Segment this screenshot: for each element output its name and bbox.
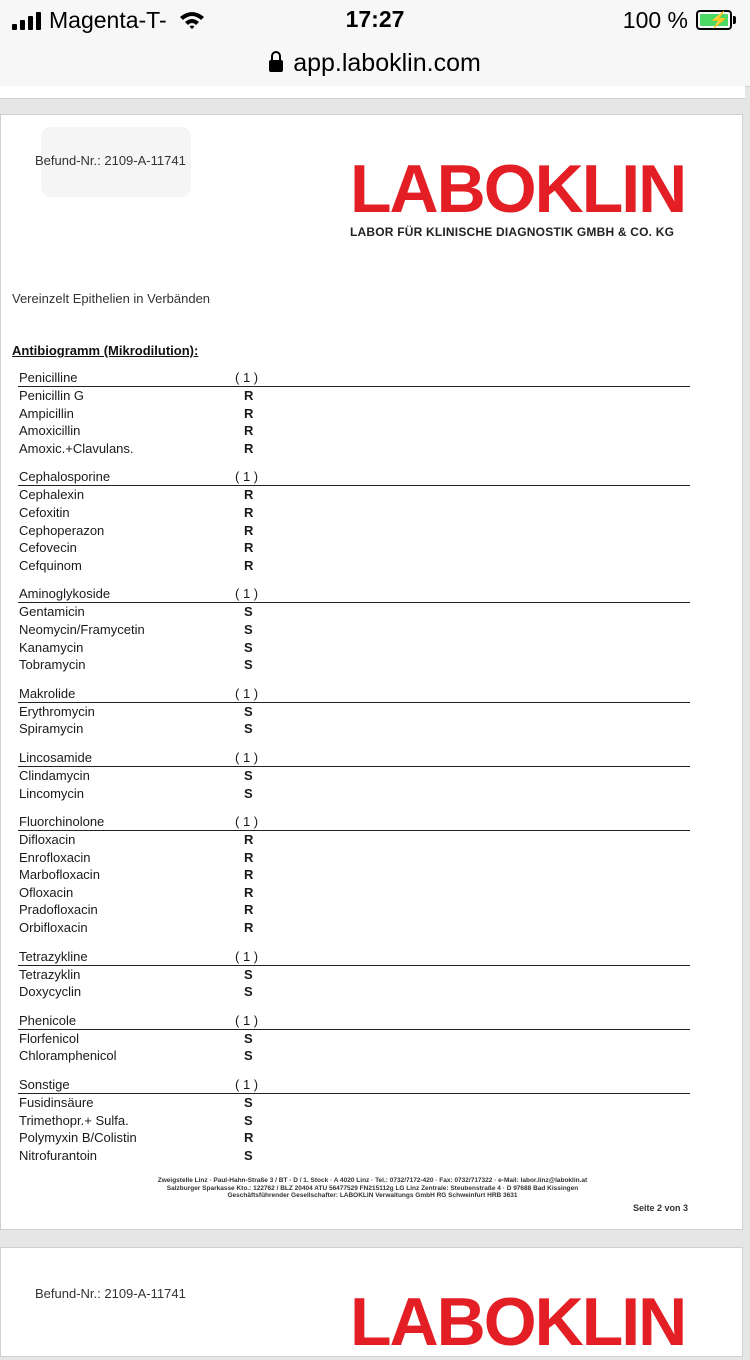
group-name: Penicilline <box>19 370 78 385</box>
susceptibility-result: S <box>244 639 253 655</box>
antibiotic-row <box>18 639 690 657</box>
logo-subtitle: LABOR FÜR KLINISCHE DIAGNOSTIK GMBH & CO. KG <box>350 225 675 239</box>
antibiotic-row <box>18 539 690 557</box>
previous-page-edge <box>0 86 745 99</box>
susceptibility-result: R <box>244 884 254 900</box>
antibiotic-group <box>18 585 690 673</box>
sample-column-label: ( 1 ) <box>235 749 259 765</box>
url-text[interactable]: app.laboklin.com <box>293 48 481 77</box>
group-header <box>18 1076 690 1094</box>
antibiotic-row <box>18 866 690 884</box>
antibiotic-row <box>18 1047 690 1065</box>
antibiotic-name: Orbifloxacin <box>19 920 88 936</box>
antibiotic-name: Spiramycin <box>19 721 84 737</box>
sample-column-label: ( 1 ) <box>235 370 259 385</box>
group-header <box>18 685 690 703</box>
antibiotic-name: Kanamycin <box>19 639 84 655</box>
antibiotic-row <box>18 656 690 674</box>
antibiotic-row <box>18 504 690 522</box>
group-name: Sonstige <box>19 1077 70 1093</box>
antibiotic-group <box>18 749 690 802</box>
antibiotic-name: Neomycin/Framycetin <box>19 621 145 637</box>
susceptibility-result: S <box>244 1095 253 1111</box>
antibiotic-row <box>18 603 690 621</box>
antibiotic-row <box>18 557 690 575</box>
antibiotic-name: Cephalexin <box>19 487 85 503</box>
antibiotic-row <box>18 1112 690 1130</box>
antibiotic-name: Doxycyclin <box>19 984 82 1000</box>
antibiotic-row <box>18 522 690 540</box>
susceptibility-result: S <box>244 1147 253 1163</box>
sample-column-label: ( 1 ) <box>235 814 259 830</box>
lock-icon <box>269 60 283 72</box>
befund-number: Befund-Nr.: 2109-A-11741 <box>35 1286 186 1301</box>
footer-line: Zweigstelle Linz · Paul-Hahn-Straße 3 / BT - D / 1. Stock · A 4020 Linz · Tel.: 0732/7172-420 · Fax: 0732/717322 · e-Mail: labor.linz@laboklin.at <box>157 1177 588 1184</box>
group-name: Aminoglykoside <box>19 586 111 602</box>
antibiotic-name: Enrofloxacin <box>19 849 91 865</box>
page-footer <box>1 1177 744 1200</box>
antibiotic-group <box>18 1076 690 1164</box>
befund-number: Befund-Nr.: 2109-A-11741 <box>35 153 186 168</box>
group-name: Makrolide <box>19 685 76 701</box>
susceptibility-result: R <box>244 423 254 439</box>
antibiotic-row <box>18 1094 690 1112</box>
group-header <box>18 948 690 966</box>
susceptibility-result: S <box>244 721 253 737</box>
antibiotic-name: Cefoxitin <box>19 504 70 520</box>
antibiotic-row <box>18 884 690 902</box>
antibiotic-group <box>18 685 690 738</box>
antibiotic-row <box>18 849 690 867</box>
susceptibility-result: R <box>244 504 254 520</box>
antibiotic-name: Tobramycin <box>19 657 86 673</box>
status-bar <box>0 0 750 40</box>
document-page <box>0 114 743 1230</box>
susceptibility-result: R <box>244 832 254 848</box>
susceptibility-result: S <box>244 767 253 783</box>
antibiotic-name: Ampicillin <box>19 405 74 421</box>
next-document-page <box>0 1247 743 1360</box>
carrier-name: Magenta-T- <box>49 6 167 33</box>
sample-column-label: ( 1 ) <box>235 469 259 485</box>
logo-word: LABOKLIN <box>350 1284 686 1360</box>
susceptibility-result: S <box>244 1030 253 1046</box>
antibiotic-row <box>18 919 690 937</box>
antibiotic-row <box>18 703 690 721</box>
susceptibility-result: R <box>244 440 254 456</box>
antibiotic-row <box>18 387 690 405</box>
antibiotic-name: Pradofloxacin <box>19 902 98 918</box>
antibiotic-row <box>18 767 690 785</box>
antibiotic-name: Chloramphenicol <box>19 1048 117 1064</box>
susceptibility-result: S <box>244 966 253 982</box>
laboklin-logo <box>350 1284 686 1360</box>
antibiotic-group <box>18 813 690 937</box>
laboklin-logo <box>350 151 686 239</box>
antibiotic-name: Tetrazyklin <box>19 966 81 982</box>
antibiotic-group <box>18 948 690 1001</box>
antibiotic-row <box>18 1147 690 1165</box>
antibiotic-name: Clindamycin <box>19 767 90 783</box>
antibiotic-name: Polymyxin B/Colistin <box>19 1130 137 1146</box>
antibiotic-name: Cephoperazon <box>19 522 105 538</box>
footer-line: Salzburger Sparkasse Kto.: 122762 / BLZ 20404 ATU 56477529 FN215112g LG Linz Zentrale: Steubenstraße 4 · D 97688 Bad Kissingen <box>166 1184 579 1192</box>
antibiotic-row <box>18 1030 690 1048</box>
sample-column-label: ( 1 ) <box>235 685 259 701</box>
group-name: Cephalosporine <box>19 469 111 485</box>
sample-column-label: ( 1 ) <box>235 1012 259 1028</box>
footer-line: Geschäftsführender Gesellschafter: LABOKLIN Verwaltungs GmbH RG Schweinfurt HRB 3631 <box>227 1192 518 1199</box>
susceptibility-result: S <box>244 604 253 620</box>
antibiotic-row <box>18 785 690 803</box>
group-name: Fluorchinolone <box>19 814 105 830</box>
group-header <box>18 369 690 387</box>
susceptibility-result: R <box>244 487 254 503</box>
group-header <box>18 813 690 831</box>
antibiotic-name: Lincomycin <box>19 785 85 801</box>
antibiotic-row <box>18 901 690 919</box>
clock: 17:27 <box>345 6 405 32</box>
susceptibility-result: S <box>244 984 253 1000</box>
antibiotic-name: Cefquinom <box>19 557 82 573</box>
group-header <box>18 585 690 603</box>
status-right <box>623 6 736 34</box>
susceptibility-result: R <box>244 849 254 865</box>
antibiotic-name: Florfenicol <box>19 1030 79 1046</box>
susceptibility-result: R <box>244 405 254 421</box>
antibiotic-name: Penicillin G <box>19 388 85 403</box>
antibiotic-row <box>18 831 690 849</box>
antibiotic-row <box>18 1129 690 1147</box>
antibiotic-name: Fusidinsäure <box>19 1095 94 1111</box>
group-name: Tetrazykline <box>19 948 88 964</box>
logo-word: LABOKLIN <box>350 151 686 227</box>
antibiotic-name: Marbofloxacin <box>19 867 100 883</box>
antibiotic-name: Erythromycin <box>19 703 95 719</box>
susceptibility-result: R <box>244 522 254 538</box>
sample-column-label: ( 1 ) <box>235 948 259 964</box>
antibiotic-name: Trimethopr.+ Sulfa. <box>19 1112 129 1128</box>
antibiotic-row <box>18 720 690 738</box>
antibiogram-title: Antibiogramm (Mikrodilution): <box>12 343 199 358</box>
antibiotic-row <box>18 621 690 639</box>
sample-column-label: ( 1 ) <box>235 1077 259 1093</box>
susceptibility-result: R <box>244 557 254 573</box>
antibiotic-row <box>18 422 690 440</box>
antibiotic-name: Ofloxacin <box>19 884 74 900</box>
susceptibility-result: S <box>244 785 253 801</box>
antibiotic-row <box>18 966 690 984</box>
susceptibility-result: R <box>244 867 254 883</box>
antibiotic-row <box>18 405 690 423</box>
page-number: Seite 2 von 3 <box>632 1203 688 1213</box>
battery-percentage: 100 % <box>622 6 688 33</box>
antibiotic-name: Difloxacin <box>19 832 76 848</box>
susceptibility-result: S <box>244 621 253 637</box>
susceptibility-result: S <box>244 1112 253 1128</box>
antibiogram-table <box>18 369 690 1175</box>
susceptibility-result: R <box>244 540 254 556</box>
antibiotic-group <box>18 369 690 457</box>
antibiotic-row <box>18 486 690 504</box>
susceptibility-result: R <box>244 920 254 936</box>
group-name: Lincosamide <box>19 749 92 765</box>
susceptibility-result: S <box>244 657 253 673</box>
antibiotic-group <box>18 1012 690 1065</box>
group-header <box>18 468 690 486</box>
antibiotic-name: Cefovecin <box>19 540 77 556</box>
finding-text: Vereinzelt Epithelien in Verbänden <box>12 291 211 306</box>
charging-bolt-icon: ⚡ <box>709 12 729 29</box>
susceptibility-result: S <box>244 703 253 719</box>
antibiotic-name: Nitrofurantoin <box>19 1147 98 1163</box>
antibiotic-row <box>18 440 690 458</box>
address-bar[interactable] <box>0 40 750 87</box>
susceptibility-result: R <box>244 388 254 403</box>
battery-icon <box>696 10 732 30</box>
group-header <box>18 1012 690 1030</box>
group-name: Phenicole <box>19 1012 77 1028</box>
susceptibility-result: S <box>244 1048 253 1064</box>
susceptibility-result: R <box>244 902 254 918</box>
antibiotic-name: Gentamicin <box>19 604 85 620</box>
antibiotic-name: Amoxicillin <box>19 423 81 439</box>
antibiotic-row <box>18 983 690 1001</box>
sample-column-label: ( 1 ) <box>235 586 259 602</box>
antibiotic-name: Amoxic.+Clavulans. <box>19 440 134 456</box>
antibiotic-group <box>18 468 690 574</box>
susceptibility-result: R <box>244 1130 254 1146</box>
group-header <box>18 749 690 767</box>
